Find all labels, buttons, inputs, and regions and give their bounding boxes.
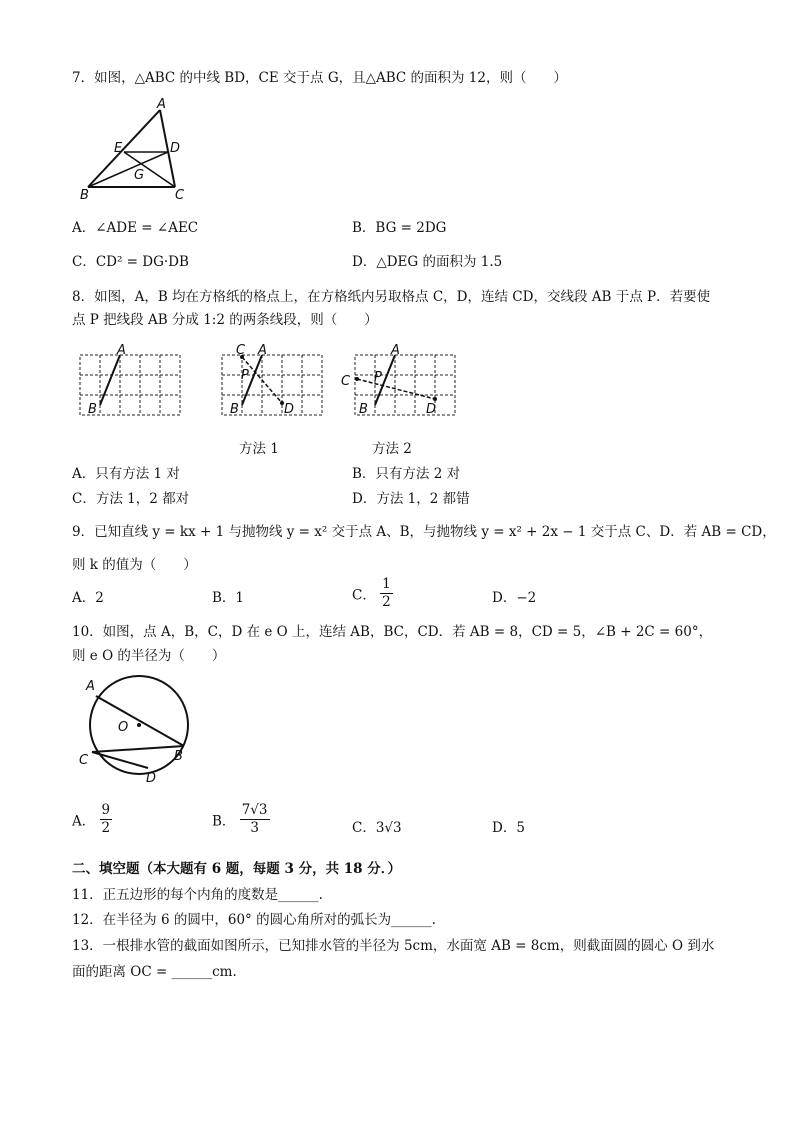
- q13-text-line1: 13．一根排水管的截面如图所示，已知排水管的半径为 5cm，水面宽 AB = 8cm，则截面圆的圆心 O 到水: [72, 938, 715, 954]
- q9-option-a[interactable]: A．2: [72, 590, 104, 606]
- q8-method2-caption: 方法 2: [372, 441, 412, 457]
- q9-option-c-denominator: 2: [382, 593, 391, 610]
- q8-option-b[interactable]: B．只有方法 2 对: [352, 466, 461, 482]
- q10-label-o: O: [118, 720, 129, 735]
- q8-fig3-label-p: P: [374, 370, 382, 385]
- q8-stem-line1: 8．如图，A，B 均在方格纸的格点上，在方格纸内另取格点 C，D，连结 CD，交线段 AB 于点 P．若要使: [72, 289, 711, 305]
- q8-grid-method2: [341, 343, 460, 417]
- q7-label-c: C: [175, 188, 185, 203]
- q10-stem-line2: 则 e O 的半径为（ ）: [72, 648, 226, 664]
- q9-stem-line2: 则 k 的值为（ ）: [72, 557, 197, 573]
- q9-option-c-numerator: 1: [382, 576, 391, 592]
- q8-option-d[interactable]: D．方法 1，2 都错: [352, 491, 470, 507]
- q8-fig3-label-c: C: [341, 374, 351, 389]
- q10-option-a-denominator: 2: [101, 819, 111, 836]
- q7-label-b: B: [80, 188, 89, 203]
- q8-fig2-label-d: D: [284, 402, 295, 417]
- q13-text-line2: 面的距离 OC = ______cm.: [72, 964, 237, 980]
- q10-option-b[interactable]: [212, 802, 270, 837]
- q8-option-a[interactable]: A．只有方法 1 对: [72, 466, 180, 482]
- section2-title: 二、填空题（本大题有 6 题，每题 3 分，共 18 分．）: [72, 861, 402, 877]
- q7-label-e: E: [114, 141, 123, 156]
- q8-fig1-label-b: B: [88, 402, 97, 417]
- q9-option-b[interactable]: B．1: [212, 590, 245, 606]
- q8-fig2-label-b: B: [230, 402, 239, 417]
- q9-option-d[interactable]: D．−2: [492, 590, 537, 606]
- q7-option-d[interactable]: D．△DEG 的面积为 1.5: [352, 254, 503, 270]
- q10-label-d: D: [146, 771, 157, 786]
- q8-fig3-label-b: B: [359, 402, 368, 417]
- q11-text: 11．正五边形的每个内角的度数是______.: [72, 887, 323, 903]
- q7-label-d: D: [170, 141, 181, 156]
- q8-stem-line2: 点 P 把线段 AB 分成 1:2 的两条线段，则（ ）: [72, 312, 378, 328]
- q10-circle-figure: [76, 668, 196, 788]
- q10-label-a: A: [86, 679, 95, 694]
- q10-option-c[interactable]: C．3√3: [352, 820, 402, 836]
- q10-label-b: B: [174, 749, 183, 764]
- q7-label-a: A: [157, 97, 166, 112]
- q7-label-g: G: [134, 168, 145, 183]
- q10-option-a-fraction: [100, 802, 113, 837]
- q8-grid-original: [80, 345, 185, 415]
- q10-option-b-numerator: 7√3: [241, 802, 268, 818]
- q10-option-b-prefix: B．: [212, 813, 236, 830]
- q8-fig3-label-a: A: [391, 343, 400, 358]
- q7-stem: 7．如图，△ABC 的中线 BD，CE 交于点 G，且△ABC 的面积为 12，则（ ）: [72, 70, 567, 86]
- q8-option-c[interactable]: C．方法 1，2 都对: [72, 491, 190, 507]
- q10-option-d[interactable]: D．5: [492, 820, 525, 836]
- q7-triangle-figure: [78, 98, 198, 203]
- q8-grid-method1: [222, 345, 327, 415]
- q8-fig1-label-a: A: [117, 343, 126, 358]
- q10-option-a[interactable]: [72, 802, 112, 837]
- q9-stem-line1: 9．已知直线 y = kx + 1 与抛物线 y = x² 交于点 A、B，与抛物线 y = x² + 2x − 1 交于点 C、D．若 AB = CD，: [72, 524, 776, 540]
- q10-option-a-numerator: 9: [101, 802, 111, 818]
- q10-option-b-denominator: 3: [250, 819, 259, 836]
- q10-option-b-fraction: [240, 802, 270, 837]
- q9-option-c[interactable]: [352, 576, 393, 611]
- q8-method1-caption: 方法 1: [239, 441, 279, 457]
- q8-fig3-label-d: D: [426, 402, 437, 417]
- q9-option-c-prefix: C．: [352, 587, 376, 604]
- q12-text: 12．在半径为 6 的圆中，60° 的圆心角所对的弧长为______.: [72, 912, 436, 928]
- q7-option-c[interactable]: C．CD² = DG·DB: [72, 254, 189, 270]
- q10-option-a-prefix: A．: [72, 813, 96, 830]
- q7-option-a[interactable]: A．∠ADE = ∠AEC: [72, 220, 199, 236]
- q8-fig2-label-p: P: [241, 368, 249, 383]
- q7-option-b[interactable]: B．BG = 2DG: [352, 220, 447, 236]
- q8-fig2-label-a: A: [258, 343, 267, 358]
- q10-stem-line1: 10．如图，点 A，B，C，D 在 e O 上，连结 AB，BC，CD．若 AB = 8，CD = 5，∠B + 2C = 60°，: [72, 624, 713, 640]
- q9-option-c-fraction: [380, 576, 393, 611]
- q10-label-c: C: [79, 753, 89, 768]
- q8-fig2-label-c: C: [236, 343, 246, 358]
